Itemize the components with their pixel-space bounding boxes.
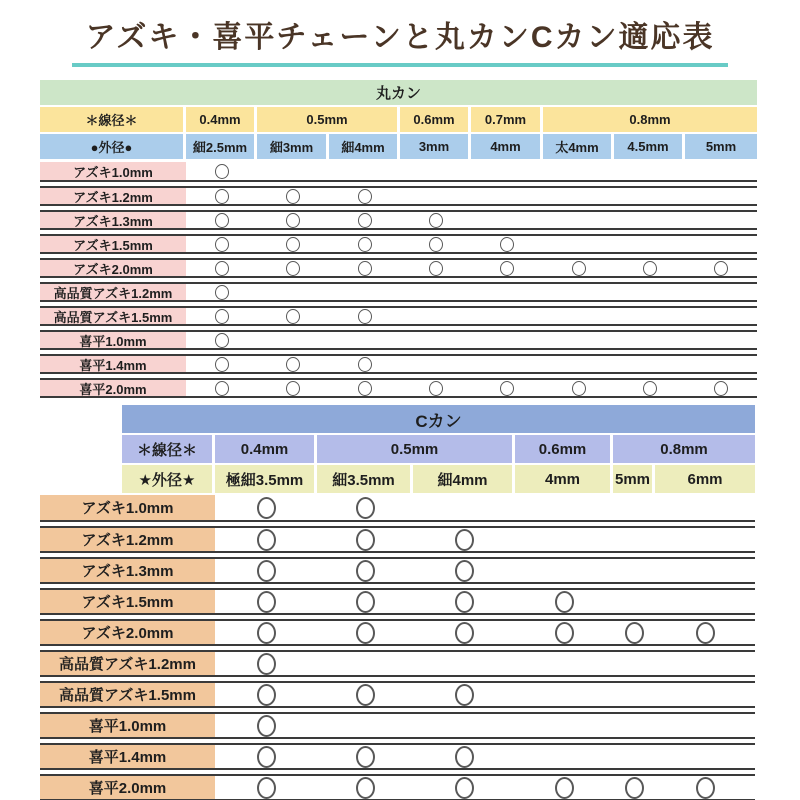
empty-cell: [614, 284, 685, 300]
empty-cell: [515, 652, 613, 675]
empty-cell: [614, 236, 685, 252]
row-label: 喜平1.0mm: [40, 332, 186, 348]
row-label: アズキ1.5mm: [40, 236, 186, 252]
compatible-cell: [413, 528, 515, 551]
compatible-cell: [413, 621, 515, 644]
compatible-cell: [257, 308, 329, 324]
circle-mark: [455, 622, 474, 644]
outer-diameter-value: 細3mm: [257, 134, 329, 159]
circle-mark: [358, 261, 372, 276]
circle-mark: [286, 261, 300, 276]
compatible-cell: [655, 621, 755, 644]
empty-cell: [471, 356, 543, 372]
empty-cell: [655, 652, 755, 675]
empty-cell: [400, 162, 471, 180]
circle-mark: [215, 333, 229, 348]
circle-mark: [358, 309, 372, 324]
empty-cell: [515, 745, 613, 768]
empty-cell: [613, 528, 655, 551]
empty-cell: [471, 308, 543, 324]
wire-diameter-value: 0.8mm: [613, 435, 755, 463]
circle-mark: [215, 237, 229, 252]
empty-cell: [613, 590, 655, 613]
table-row: [40, 526, 755, 553]
table-row: [40, 210, 757, 230]
wire-diameter-value: 0.6mm: [515, 435, 613, 463]
compatible-cell: [215, 745, 317, 768]
circle-mark: [358, 189, 372, 204]
compatible-cell: [186, 188, 257, 204]
empty-cell: [655, 683, 755, 706]
circle-mark: [356, 529, 375, 551]
circle-mark: [455, 684, 474, 706]
row-label: 高品質アズキ1.2mm: [40, 284, 186, 300]
table-row: [40, 743, 755, 770]
empty-cell: [655, 559, 755, 582]
empty-cell: [471, 284, 543, 300]
empty-cell: [515, 683, 613, 706]
outer-diameter-value: 6mm: [655, 465, 755, 493]
empty-cell: [613, 559, 655, 582]
empty-cell: [655, 528, 755, 551]
table-row: [40, 774, 755, 800]
empty-cell: [515, 495, 613, 520]
compatible-cell: [614, 260, 685, 276]
empty-cell: [685, 332, 757, 348]
ckan-outer-diameter-row: [122, 465, 755, 493]
compatible-cell: [317, 495, 413, 520]
table-row: [40, 258, 757, 278]
compatible-cell: [215, 559, 317, 582]
outer-diameter-header: ●外径●: [40, 134, 186, 159]
compatible-cell: [329, 212, 400, 228]
compatible-cell: [186, 284, 257, 300]
compatible-cell: [215, 714, 317, 737]
row-label: アズキ2.0mm: [40, 621, 215, 644]
circle-mark: [358, 381, 372, 396]
row-label: アズキ1.0mm: [40, 495, 215, 520]
empty-cell: [543, 212, 614, 228]
row-label: 喜平1.4mm: [40, 745, 215, 768]
table-row: [40, 619, 755, 646]
row-label: アズキ2.0mm: [40, 260, 186, 276]
empty-cell: [257, 284, 329, 300]
circle-mark: [257, 560, 276, 582]
row-label: アズキ1.0mm: [40, 162, 186, 180]
empty-cell: [317, 652, 413, 675]
compatible-cell: [317, 776, 413, 799]
circle-mark: [286, 189, 300, 204]
outer-diameter-value: 細2.5mm: [186, 134, 257, 159]
circle-mark: [257, 684, 276, 706]
outer-diameter-value: 4mm: [471, 134, 543, 159]
wire-diameter-value: 0.5mm: [257, 107, 400, 132]
circle-mark: [215, 164, 229, 179]
compatible-cell: [257, 236, 329, 252]
title-area: [0, 12, 800, 67]
circle-mark: [356, 684, 375, 706]
empty-cell: [515, 559, 613, 582]
outer-diameter-value: 4mm: [515, 465, 613, 493]
outer-diameter-value: 5mm: [685, 134, 757, 159]
circle-mark: [455, 560, 474, 582]
empty-cell: [400, 188, 471, 204]
empty-cell: [543, 284, 614, 300]
marukan-table-title: 丸カン: [40, 80, 757, 105]
compatible-cell: [543, 260, 614, 276]
circle-mark: [356, 777, 375, 799]
wire-diameter-value: 0.6mm: [400, 107, 471, 132]
empty-cell: [655, 495, 755, 520]
row-label: アズキ1.5mm: [40, 590, 215, 613]
circle-mark: [356, 497, 375, 519]
compatible-cell: [413, 590, 515, 613]
row-label: アズキ1.2mm: [40, 528, 215, 551]
outer-diameter-value: 極細3.5mm: [215, 465, 317, 493]
outer-diameter-value: 4.5mm: [614, 134, 685, 159]
wire-diameter-value: 0.8mm: [543, 107, 757, 132]
circle-mark: [215, 261, 229, 276]
table-row: [40, 495, 755, 522]
circle-mark: [455, 529, 474, 551]
circle-mark: [257, 653, 276, 675]
circle-mark: [257, 777, 276, 799]
compatible-cell: [685, 380, 757, 396]
circle-mark: [286, 309, 300, 324]
empty-cell: [471, 162, 543, 180]
empty-cell: [613, 683, 655, 706]
circle-mark: [257, 715, 276, 737]
wire-diameter-value: 0.5mm: [317, 435, 515, 463]
marukan-outer-diameter-row: [40, 134, 757, 159]
compatible-cell: [215, 621, 317, 644]
empty-cell: [515, 714, 613, 737]
circle-mark: [643, 261, 657, 276]
empty-cell: [515, 528, 613, 551]
empty-cell: [655, 745, 755, 768]
compatible-cell: [329, 308, 400, 324]
compatible-cell: [515, 621, 613, 644]
compatible-cell: [543, 380, 614, 396]
page-title: アズキ・喜平チェーンと丸カンCカン適応表: [72, 12, 729, 67]
circle-mark: [257, 591, 276, 613]
circle-mark: [286, 237, 300, 252]
empty-cell: [614, 162, 685, 180]
empty-cell: [471, 188, 543, 204]
compatible-cell: [215, 528, 317, 551]
compatible-cell: [186, 162, 257, 180]
circle-mark: [356, 591, 375, 613]
outer-diameter-value: 太4mm: [543, 134, 614, 159]
circle-mark: [555, 777, 574, 799]
empty-cell: [613, 495, 655, 520]
circle-mark: [429, 237, 443, 252]
circle-mark: [356, 746, 375, 768]
circle-mark: [286, 357, 300, 372]
compatible-cell: [257, 380, 329, 396]
empty-cell: [614, 308, 685, 324]
table-row: [40, 712, 755, 739]
empty-cell: [400, 308, 471, 324]
table-row: [40, 588, 755, 615]
circle-mark: [455, 591, 474, 613]
circle-mark: [455, 777, 474, 799]
compatible-cell: [317, 559, 413, 582]
circle-mark: [257, 497, 276, 519]
compatible-cell: [515, 776, 613, 799]
row-label: 喜平1.0mm: [40, 714, 215, 737]
table-row: [40, 354, 757, 374]
circle-mark: [429, 381, 443, 396]
compatible-cell: [400, 260, 471, 276]
circle-mark: [257, 529, 276, 551]
row-label: 喜平1.4mm: [40, 356, 186, 372]
compatible-cell: [655, 776, 755, 799]
empty-cell: [685, 308, 757, 324]
circle-mark: [625, 777, 644, 799]
table-row: [40, 557, 755, 584]
circle-mark: [358, 237, 372, 252]
table-row: [40, 186, 757, 206]
circle-mark: [643, 381, 657, 396]
compatible-cell: [471, 380, 543, 396]
circle-mark: [286, 213, 300, 228]
empty-cell: [614, 332, 685, 348]
circle-mark: [714, 261, 728, 276]
circle-mark: [500, 261, 514, 276]
compatible-cell: [329, 356, 400, 372]
wire-diameter-header: ＊線径＊: [122, 435, 215, 463]
ckan-table-title: Cカン: [122, 405, 755, 433]
compatible-cell: [413, 745, 515, 768]
compatible-cell: [186, 356, 257, 372]
compatible-cell: [613, 621, 655, 644]
compatible-cell: [186, 212, 257, 228]
compatible-cell: [329, 188, 400, 204]
empty-cell: [614, 212, 685, 228]
circle-mark: [257, 622, 276, 644]
row-label: 高品質アズキ1.5mm: [40, 308, 186, 324]
marukan-data-rows: [40, 162, 757, 398]
empty-cell: [685, 212, 757, 228]
circle-mark: [356, 560, 375, 582]
row-label: 高品質アズキ1.2mm: [40, 652, 215, 675]
circle-mark: [358, 213, 372, 228]
table-row: [40, 330, 757, 350]
table-row: [40, 282, 757, 302]
empty-cell: [543, 308, 614, 324]
compatible-cell: [317, 590, 413, 613]
compatible-cell: [186, 308, 257, 324]
table-row: [40, 650, 755, 677]
outer-diameter-value: 5mm: [613, 465, 655, 493]
compatible-cell: [614, 380, 685, 396]
circle-mark: [625, 622, 644, 644]
circle-mark: [429, 261, 443, 276]
table-row: [40, 306, 757, 326]
empty-cell: [614, 188, 685, 204]
empty-cell: [613, 652, 655, 675]
circle-mark: [257, 746, 276, 768]
table-row: [40, 162, 757, 182]
empty-cell: [471, 212, 543, 228]
empty-cell: [317, 714, 413, 737]
compatible-cell: [329, 260, 400, 276]
empty-cell: [543, 356, 614, 372]
circle-mark: [714, 381, 728, 396]
circle-mark: [215, 357, 229, 372]
compatible-cell: [685, 260, 757, 276]
compatible-cell: [215, 776, 317, 799]
compatible-cell: [186, 380, 257, 396]
empty-cell: [471, 332, 543, 348]
empty-cell: [543, 188, 614, 204]
empty-cell: [329, 284, 400, 300]
compatible-cell: [186, 260, 257, 276]
compatible-cell: [215, 590, 317, 613]
compatible-cell: [413, 776, 515, 799]
compatible-cell: [471, 260, 543, 276]
row-label: アズキ1.2mm: [40, 188, 186, 204]
compatible-cell: [329, 380, 400, 396]
compatible-cell: [257, 212, 329, 228]
circle-mark: [500, 237, 514, 252]
empty-cell: [655, 590, 755, 613]
row-label: 高品質アズキ1.5mm: [40, 683, 215, 706]
compatible-cell: [317, 745, 413, 768]
compatible-cell: [413, 559, 515, 582]
empty-cell: [685, 356, 757, 372]
wire-diameter-value: 0.4mm: [186, 107, 257, 132]
circle-mark: [215, 381, 229, 396]
empty-cell: [400, 332, 471, 348]
circle-mark: [572, 381, 586, 396]
outer-diameter-value: 細4mm: [413, 465, 515, 493]
compatible-cell: [515, 590, 613, 613]
compatible-cell: [400, 236, 471, 252]
circle-mark: [356, 622, 375, 644]
empty-cell: [329, 332, 400, 348]
empty-cell: [257, 332, 329, 348]
wire-diameter-value: 0.4mm: [215, 435, 317, 463]
empty-cell: [400, 284, 471, 300]
circle-mark: [696, 777, 715, 799]
empty-cell: [685, 162, 757, 180]
compatible-cell: [257, 260, 329, 276]
compatible-cell: [317, 528, 413, 551]
outer-diameter-header: ★外径★: [122, 465, 215, 493]
row-label: アズキ1.3mm: [40, 212, 186, 228]
empty-cell: [655, 714, 755, 737]
circle-mark: [358, 357, 372, 372]
empty-cell: [257, 162, 329, 180]
compatible-cell: [215, 495, 317, 520]
compatible-cell: [257, 188, 329, 204]
circle-mark: [215, 213, 229, 228]
table-row: [40, 681, 755, 708]
empty-cell: [413, 714, 515, 737]
marukan-wire-diameter-row: [40, 107, 757, 132]
outer-diameter-value: 細4mm: [329, 134, 400, 159]
ckan-data-rows: [40, 495, 755, 800]
empty-cell: [685, 236, 757, 252]
compatible-cell: [317, 621, 413, 644]
outer-diameter-value: 細3.5mm: [317, 465, 413, 493]
empty-cell: [685, 188, 757, 204]
empty-cell: [685, 284, 757, 300]
compatible-cell: [413, 683, 515, 706]
empty-cell: [400, 356, 471, 372]
compatible-cell: [317, 683, 413, 706]
circle-mark: [555, 591, 574, 613]
circle-mark: [572, 261, 586, 276]
marukan-table: [40, 80, 757, 402]
empty-cell: [413, 652, 515, 675]
row-label: 喜平2.0mm: [40, 776, 215, 799]
compatible-cell: [471, 236, 543, 252]
table-row: [40, 234, 757, 254]
compatible-cell: [400, 380, 471, 396]
empty-cell: [613, 745, 655, 768]
circle-mark: [215, 309, 229, 324]
empty-cell: [413, 495, 515, 520]
empty-cell: [543, 236, 614, 252]
ckan-wire-diameter-row: [122, 435, 755, 463]
compatible-cell: [613, 776, 655, 799]
row-label: アズキ1.3mm: [40, 559, 215, 582]
circle-mark: [215, 189, 229, 204]
circle-mark: [286, 381, 300, 396]
circle-mark: [455, 746, 474, 768]
ckan-table: [40, 405, 755, 800]
empty-cell: [543, 332, 614, 348]
circle-mark: [500, 381, 514, 396]
empty-cell: [613, 714, 655, 737]
empty-cell: [329, 162, 400, 180]
empty-cell: [614, 356, 685, 372]
compatible-cell: [329, 236, 400, 252]
table-row: [40, 378, 757, 398]
wire-diameter-value: 0.7mm: [471, 107, 543, 132]
outer-diameter-value: 3mm: [400, 134, 471, 159]
circle-mark: [215, 285, 229, 300]
compatible-cell: [400, 212, 471, 228]
wire-diameter-header: ＊線径＊: [40, 107, 186, 132]
circle-mark: [429, 213, 443, 228]
circle-mark: [555, 622, 574, 644]
compatible-cell: [215, 652, 317, 675]
empty-cell: [543, 162, 614, 180]
circle-mark: [696, 622, 715, 644]
compatible-cell: [257, 356, 329, 372]
compatible-cell: [186, 332, 257, 348]
compatible-cell: [186, 236, 257, 252]
row-label: 喜平2.0mm: [40, 380, 186, 396]
compatible-cell: [215, 683, 317, 706]
